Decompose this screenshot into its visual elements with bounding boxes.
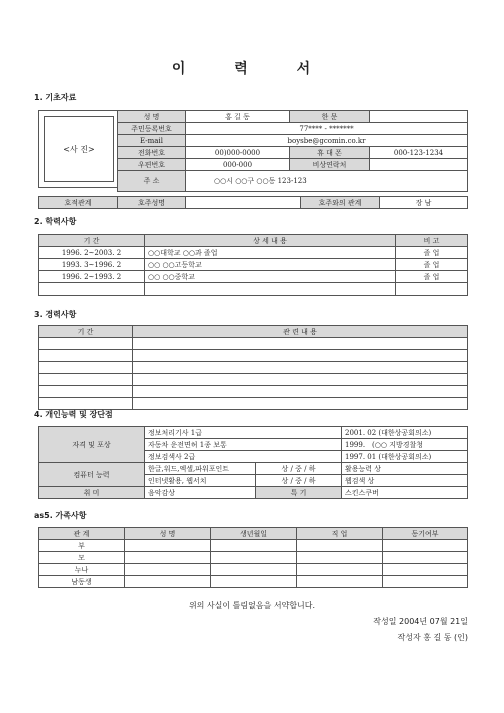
family-job: [297, 552, 383, 564]
family-rel-label: 호적관계: [39, 197, 118, 209]
section-education-heading: 2. 학력사항: [34, 217, 77, 226]
career-table: [38, 325, 468, 410]
family-relation: 누나: [39, 564, 125, 576]
career-row: [39, 386, 468, 398]
family-name: [125, 540, 211, 552]
career-period: [39, 398, 133, 410]
address-value: ○○시 ○○구 ○○동 123-123: [186, 171, 468, 192]
phone-label: 전화번호: [118, 147, 186, 159]
head-name-value: [186, 197, 301, 209]
edu-period: [39, 283, 145, 296]
family-row: [39, 576, 468, 588]
head-rel-value: 장 남: [380, 197, 468, 209]
family-header-cohabit: 동기여부: [383, 528, 468, 540]
family-relation: 모: [39, 552, 125, 564]
family-job: [297, 540, 383, 552]
career-detail: [133, 350, 468, 362]
career-row: [39, 350, 468, 362]
edu-period: 1996. 2~2003. 2: [39, 247, 145, 259]
family-header-relation: 관 계: [39, 528, 125, 540]
edu-detail: ○○ ○○고등학교: [145, 259, 396, 271]
edu-row: [39, 247, 468, 259]
edu-note: [396, 283, 468, 296]
edu-period: 1993. 3~1996. 2: [39, 259, 145, 271]
skill-label: 특 기: [256, 487, 342, 499]
career-period: [39, 350, 133, 362]
family-cohabit: [383, 540, 468, 552]
family-register-table: [38, 196, 468, 209]
family-name: [125, 552, 211, 564]
section-basic-heading: 1. 기초자료: [34, 93, 77, 102]
family-birth: [211, 552, 297, 564]
hobby-value: 음악감상: [145, 487, 256, 499]
family-birth: [211, 564, 297, 576]
head-name-label: 호주성명: [118, 197, 186, 209]
written-date: 작성일 2004년 07월 21일: [373, 617, 468, 626]
section-personal-heading: 4. 개인능력 및 장단점: [34, 410, 113, 419]
career-detail: [133, 398, 468, 410]
section-family-heading: as5. 가족사항: [34, 511, 87, 520]
edu-detail: ○○대학교 ○○과 졸업: [145, 247, 396, 259]
family-row: [39, 552, 468, 564]
photo-placeholder: <사 진>: [44, 116, 114, 182]
page-title: 이 력 서: [171, 61, 333, 77]
career-period: [39, 362, 133, 374]
section-career-heading: 3. 경력사항: [34, 310, 77, 319]
family-name: [125, 576, 211, 588]
email-label: E-mail: [118, 135, 186, 147]
education-table: [38, 234, 468, 296]
family-header-birth: 생년월일: [211, 528, 297, 540]
cert-date: 1999. (○○ 지방경찰청: [342, 439, 468, 451]
oath-statement: 위의 사실이 틀림없음을 서약합니다.: [188, 601, 316, 610]
family-cohabit: [383, 564, 468, 576]
family-cohabit: [383, 576, 468, 588]
career-row: [39, 374, 468, 386]
family-header-name: 성 명: [125, 528, 211, 540]
address-label: 주 소: [118, 171, 186, 192]
edu-header-note: 비 고: [396, 235, 468, 247]
edu-header-period: 기 간: [39, 235, 145, 247]
family-row: [39, 540, 468, 552]
computer-label: 컴퓨터 능력: [39, 463, 145, 487]
mobile-value: 000-123-1234: [370, 147, 468, 159]
signer-line: 작성자 홍 길 동 (인): [397, 633, 468, 642]
computer-note: 활용능력 상: [342, 463, 468, 475]
career-detail: [133, 362, 468, 374]
zip-value: 000-000: [186, 159, 290, 171]
edu-row: [39, 283, 468, 296]
edu-row: [39, 259, 468, 271]
family-row: [39, 564, 468, 576]
career-header-period: 기 간: [39, 326, 133, 338]
family-job: [297, 564, 383, 576]
name-value: 홍 길 동: [186, 111, 290, 123]
edu-row: [39, 271, 468, 283]
personal-table: [38, 426, 468, 499]
edu-note: 졸 업: [396, 259, 468, 271]
computer-note: 웹검색 상: [342, 475, 468, 487]
cert-name: 정보처리기사 1급: [145, 427, 342, 439]
family-birth: [211, 576, 297, 588]
career-row: [39, 362, 468, 374]
family-table: [38, 527, 468, 588]
basic-info-table: [117, 110, 468, 192]
emergency-value: [370, 159, 468, 171]
edu-detail: [145, 283, 396, 296]
career-period: [39, 374, 133, 386]
family-header-job: 직 업: [297, 528, 383, 540]
email-value: boysbe@gcomin.co.kr: [186, 135, 468, 147]
career-row: [39, 338, 468, 350]
edu-period: 1996. 2~1993. 2: [39, 271, 145, 283]
family-birth: [211, 540, 297, 552]
photo-box: [38, 110, 120, 188]
edu-note: 졸 업: [396, 271, 468, 283]
rrn-label: 주민등록번호: [118, 123, 186, 135]
hanja-label: 한 문: [290, 111, 370, 123]
family-name: [125, 564, 211, 576]
computer-level: 상 / 중 / 하: [256, 475, 342, 487]
computer-skill: 인터넷활용, 웹서치: [145, 475, 256, 487]
career-period: [39, 338, 133, 350]
zip-label: 우편번호: [118, 159, 186, 171]
family-relation: 남동생: [39, 576, 125, 588]
career-detail: [133, 386, 468, 398]
phone-value: 00)000-0000: [186, 147, 290, 159]
hanja-value: [370, 111, 468, 123]
cert-date: 1997. 01 (대한상공회의소): [342, 451, 468, 463]
family-relation: 부: [39, 540, 125, 552]
rrn-value: 77**** - *******: [186, 123, 468, 135]
emergency-label: 비상연락처: [290, 159, 370, 171]
career-row: [39, 398, 468, 410]
head-rel-label: 호주와의 관계: [301, 197, 380, 209]
family-cohabit: [383, 552, 468, 564]
cert-date: 2001. 02 (대한상공회의소): [342, 427, 468, 439]
cert-name: 자동차 운전면허 1종 보통: [145, 439, 342, 451]
edu-detail: ○○ ○○중학교: [145, 271, 396, 283]
mobile-label: 휴 대 폰: [290, 147, 370, 159]
computer-level: 상 / 중 / 하: [256, 463, 342, 475]
edu-note: 졸 업: [396, 247, 468, 259]
hobby-label: 취 미: [39, 487, 145, 499]
name-label: 성 명: [118, 111, 186, 123]
family-job: [297, 576, 383, 588]
skill-value: 스킨스쿠버: [342, 487, 468, 499]
computer-skill: 한글,워드,엑셀,파워포인트: [145, 463, 256, 475]
career-detail: [133, 374, 468, 386]
cert-label: 자격 및 포상: [39, 427, 145, 463]
career-period: [39, 386, 133, 398]
career-detail: [133, 338, 468, 350]
edu-header-detail: 상 세 내 용: [145, 235, 396, 247]
cert-name: 정보검색사 2급: [145, 451, 342, 463]
career-header-detail: 관 련 내 용: [133, 326, 468, 338]
